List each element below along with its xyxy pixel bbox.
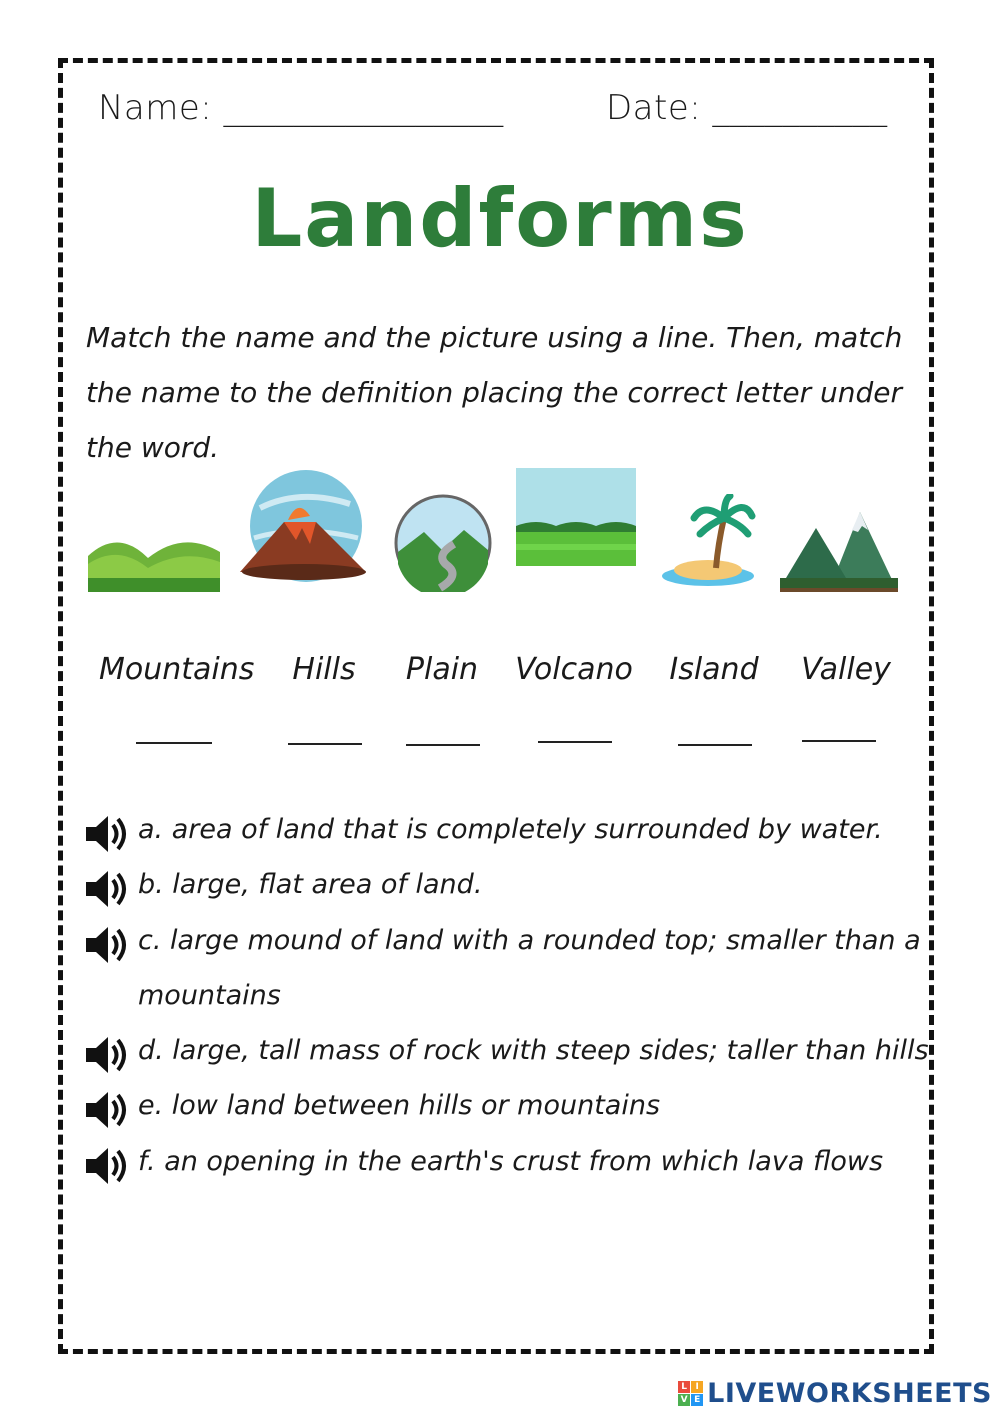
liveworksheets-brand[interactable] xyxy=(678,1378,992,1408)
speaker-icon[interactable] xyxy=(82,1086,130,1134)
speaker-icon[interactable] xyxy=(82,1031,130,1079)
word-volcano: Volcano xyxy=(515,652,633,687)
definition-text: f. an opening in the earth's crust from which lava flows xyxy=(138,1146,884,1177)
answer-blank-island[interactable] xyxy=(678,744,752,746)
mountains-picture[interactable] xyxy=(780,508,898,594)
definition-text: a. area of land that is completely surrounded by water. xyxy=(138,814,883,845)
speaker-icon[interactable] xyxy=(82,865,130,913)
island-picture[interactable] xyxy=(660,494,756,588)
word-plain: Plain xyxy=(405,652,479,687)
volcano-picture[interactable] xyxy=(240,468,368,584)
answer-blank-volcano[interactable] xyxy=(538,741,612,743)
page-title: Landforms xyxy=(251,172,749,265)
word-hills: Hills xyxy=(292,652,356,687)
speaker-icon[interactable] xyxy=(82,810,130,858)
speaker-icon[interactable] xyxy=(82,1142,130,1190)
speaker-icon[interactable] xyxy=(82,921,130,969)
liveworksheets-logo: L I V E xyxy=(678,1381,703,1406)
answer-blank-hills[interactable] xyxy=(288,743,362,745)
definition-text: b. large, flat area of land. xyxy=(138,869,483,900)
word-valley: Valley xyxy=(801,652,891,687)
definition-text: c. large mound of land with a rounded top; smaller than a xyxy=(138,925,921,956)
definition-text: d. large, tall mass of rock with steep sides; taller than hills xyxy=(138,1035,929,1066)
answer-blank-valley[interactable] xyxy=(802,740,876,742)
valley-picture[interactable] xyxy=(394,494,492,592)
definition-text: e. low land between hills or mountains xyxy=(138,1090,661,1121)
plain-picture[interactable] xyxy=(516,468,636,566)
hills-picture[interactable] xyxy=(88,528,220,592)
answer-blank-mountains[interactable] xyxy=(136,742,212,744)
word-mountains: Mountains xyxy=(99,652,255,687)
word-island: Island xyxy=(669,652,759,687)
name-field-label: Name: ________________ xyxy=(98,88,504,128)
brand-text: LIVEWORKSHEETS xyxy=(707,1377,992,1409)
answer-blank-plain[interactable] xyxy=(406,744,480,746)
date-field-label: Date: __________ xyxy=(606,88,888,128)
instructions-text: Match the name and the picture using a line. Then, match the name to the definition placing the correct letter under the word. xyxy=(86,321,903,464)
definition-c-continued: mountains xyxy=(138,980,281,1011)
